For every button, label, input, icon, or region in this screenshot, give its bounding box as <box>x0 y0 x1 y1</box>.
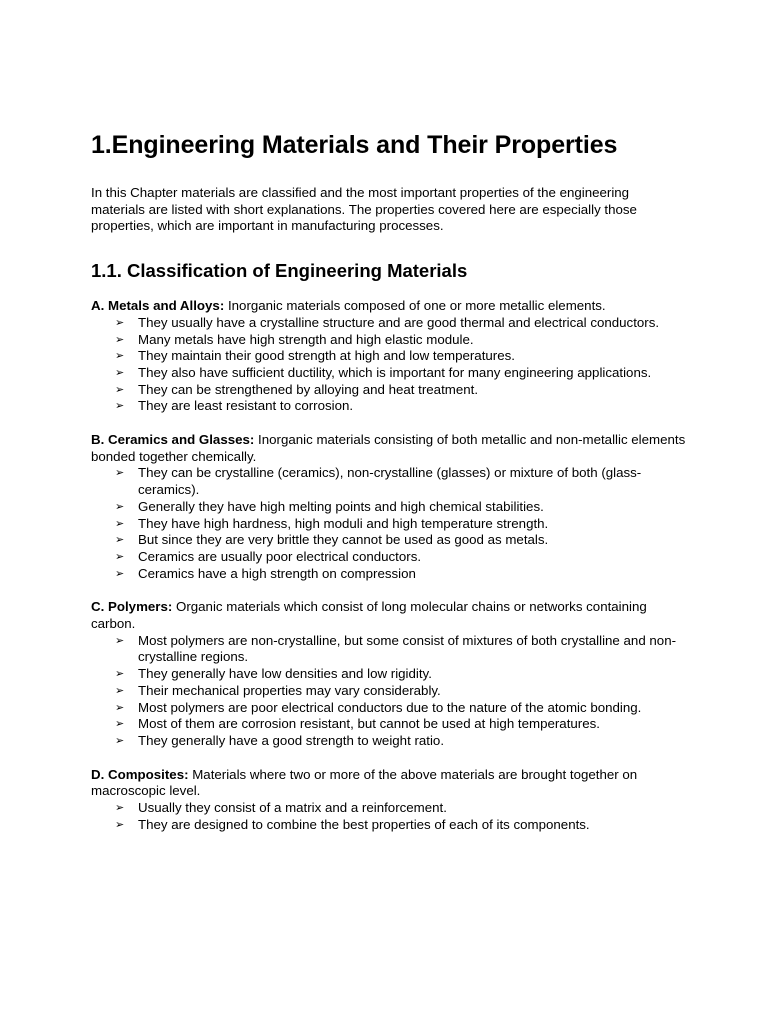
list-item <box>115 398 691 415</box>
bullet-list <box>91 633 691 750</box>
arrow-bullet-icon: ➢ <box>115 333 125 346</box>
classification-sections <box>91 298 768 833</box>
page-title: 1.Engineering Materials and Their Properties <box>91 131 618 159</box>
list-item <box>115 365 691 382</box>
list-item <box>115 800 691 817</box>
section-intro <box>91 298 691 315</box>
section-label: B. Ceramics and Glasses: <box>91 432 255 448</box>
arrow-bullet-icon: ➢ <box>115 734 125 747</box>
bullet-text: Ceramics have a high strength on compression <box>138 565 416 581</box>
list-item <box>115 348 691 365</box>
list-item <box>115 465 691 498</box>
list-item <box>115 332 691 349</box>
material-section <box>91 767 691 834</box>
list-item <box>115 733 691 750</box>
list-item <box>115 683 691 700</box>
section-label: D. Composites: <box>91 766 189 782</box>
bullet-text: They generally have low densities and low rigidity. <box>138 666 432 682</box>
arrow-bullet-icon: ➢ <box>115 684 125 697</box>
bullet-text: They have high hardness, high moduli and high temperature strength. <box>138 515 549 531</box>
arrow-bullet-icon: ➢ <box>115 500 125 513</box>
list-item <box>115 549 691 566</box>
arrow-bullet-icon: ➢ <box>115 517 125 530</box>
arrow-bullet-icon: ➢ <box>115 668 125 681</box>
bullet-text: Usually they consist of a matrix and a reinforcement. <box>138 800 447 816</box>
list-item <box>115 633 691 666</box>
arrow-bullet-icon: ➢ <box>115 701 125 714</box>
bullet-text: They usually have a crystalline structure and are good thermal and electrical conductors. <box>138 314 660 330</box>
bullet-text: They are designed to combine the best properties of each of its components. <box>138 816 590 832</box>
bullet-text: Their mechanical properties may vary considerably. <box>138 682 441 698</box>
arrow-bullet-icon: ➢ <box>115 634 125 647</box>
section-label: A. Metals and Alloys: <box>91 298 225 314</box>
list-item <box>115 700 691 717</box>
arrow-bullet-icon: ➢ <box>115 467 125 480</box>
list-item <box>115 817 691 834</box>
bullet-text: Most polymers are non-crystalline, but some consist of mixtures of both crystalline and non-crystalline regions. <box>138 632 677 665</box>
arrow-bullet-icon: ➢ <box>115 718 125 731</box>
arrow-bullet-icon: ➢ <box>115 316 125 329</box>
section-description: Materials where two or more of the above materials are brought together on macroscopic level. <box>91 766 638 799</box>
bullet-text: But since they are very brittle they cannot be used as good as metals. <box>138 532 549 548</box>
bullet-text: Generally they have high melting points and high chemical stabilities. <box>138 498 544 514</box>
arrow-bullet-icon: ➢ <box>115 400 125 413</box>
list-item <box>115 532 691 549</box>
material-section <box>91 298 691 415</box>
intro-paragraph: In this Chapter materials are classified and the most important properties of the engineering materials are listed with short explanations. The properties covered here are especially those properties, which are important in manufacturing processes. <box>91 185 637 234</box>
bullet-text: They are least resistant to corrosion. <box>138 398 354 414</box>
section-description: Inorganic materials composed of one or more metallic elements. <box>227 298 606 314</box>
bullet-text: Ceramics are usually poor electrical conductors. <box>138 548 422 564</box>
list-item <box>115 716 691 733</box>
arrow-bullet-icon: ➢ <box>115 350 125 363</box>
section-description: Organic materials which consist of long molecular chains or networks containing carbon. <box>91 599 647 632</box>
list-item <box>115 516 691 533</box>
section-intro <box>91 599 691 632</box>
bullet-list <box>91 315 691 415</box>
arrow-bullet-icon: ➢ <box>115 802 125 815</box>
section-intro <box>91 432 691 465</box>
section-intro <box>91 767 691 800</box>
list-item <box>115 499 691 516</box>
bullet-text: They generally have a good strength to weight ratio. <box>138 732 445 748</box>
bullet-text: They also have sufficient ductility, which is important for many engineering applications. <box>138 364 652 380</box>
arrow-bullet-icon: ➢ <box>115 366 125 379</box>
bullet-text: Many metals have high strength and high elastic module. <box>138 331 474 347</box>
list-item <box>115 382 691 399</box>
bullet-text: They maintain their good strength at high and low temperatures. <box>138 348 515 364</box>
section-description: Inorganic materials consisting of both metallic and non-metallic elements bonded together chemically. <box>91 432 686 464</box>
section-heading: 1.1. Classification of Engineering Materials <box>91 260 468 282</box>
bullet-list <box>91 800 691 833</box>
section-label: C. Polymers: <box>91 599 173 615</box>
bullet-text: They can be strengthened by alloying and heat treatment. <box>138 381 479 397</box>
list-item <box>115 666 691 683</box>
arrow-bullet-icon: ➢ <box>115 818 125 831</box>
material-section <box>91 599 691 749</box>
arrow-bullet-icon: ➢ <box>115 567 125 580</box>
arrow-bullet-icon: ➢ <box>115 383 125 396</box>
arrow-bullet-icon: ➢ <box>115 534 125 547</box>
list-item <box>115 315 691 332</box>
bullet-text: They can be crystalline (ceramics), non-crystalline (glasses) or mixture of both (glass-ceramics). <box>138 465 642 498</box>
arrow-bullet-icon: ➢ <box>115 550 125 563</box>
bullet-text: Most of them are corrosion resistant, but cannot be used at high temperatures. <box>138 716 600 732</box>
list-item <box>115 566 691 583</box>
bullet-text: Most polymers are poor electrical conductors due to the nature of the atomic bonding. <box>138 699 642 715</box>
material-section <box>91 432 691 582</box>
bullet-list <box>91 465 691 582</box>
